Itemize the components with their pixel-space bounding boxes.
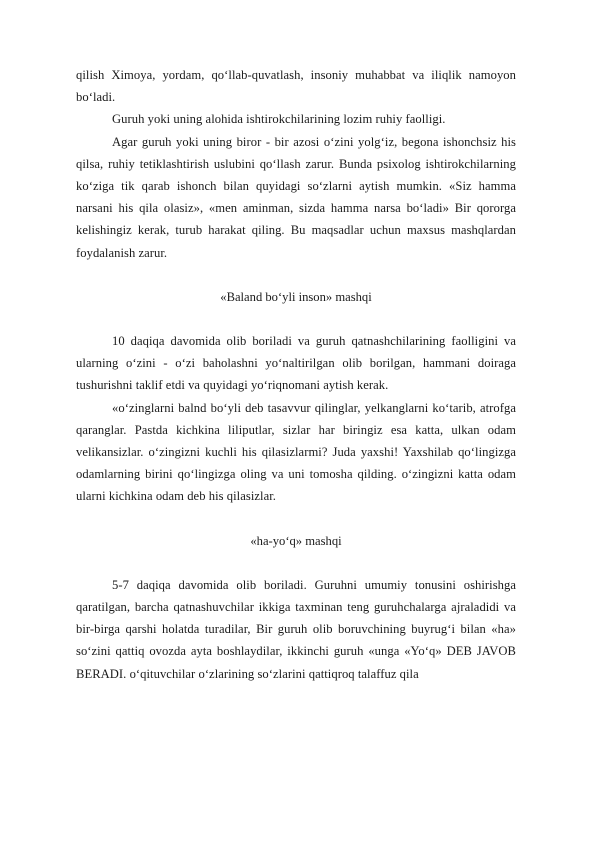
- paragraph-ha-yoq-exercise: 5-7 daqiqa davomida olib boriladi. Guruhni umumiy tonusini oshirishga qaratilgan, barcha qatnashuvchilar ikkiga taxminan teng guruhchalarga ajraladidi va bir-birga qarshi holatda turadilar, Bir guruh olib boruvchining buyrug‘i bilan «ha» so‘zini qattiq ovozda ayta boshlaydilar, ikkinchi guruh «unga «Yo‘q» DEB JAVOB BERADI. o‘qituvchilar o‘zlarining so‘zlarini qattiqroq talaffuz qila: [76, 577, 516, 681]
- document-page: [76, 64, 516, 685]
- paragraph-continuation: qilish Ximoya, yordam, qo‘llab-quvatlash, insoniy muhabbat va iliqlik namoyon bo‘ladi.: [76, 68, 516, 105]
- paragraph-psychological-support: Agar guruh yoki uning biror - bir azosi o‘zini yolg‘iz, begona ishonchsiz his qilsa, ruhiy tetiklashtirish uslubini qo‘llash zarur. Bunda psixolog ishtirokchilarning ko‘ziga tik qarab ishonch bilan quyidagi so‘zlarni aytish mumkin. «Siz hamma narsani his qila olasiz», «men aminman, sizda hamma narsa bo‘ladi» Bir qororga kelishingiz kerak, turub harakat qiling. Bu maqsadlar uchun maxsus mashqlardan foydalanish zarur.: [76, 134, 516, 260]
- spacer: [76, 264, 516, 286]
- section-heading-ha-yoq: «ha-yo‘q» mashqi: [250, 533, 342, 548]
- paragraph-exercise-instruction: «o‘zinglarni balnd bo‘yli deb tasavvur qilinglar, yelkanglarni ko‘tarib, atrofga qaranglar. Pastda kichkina liliputlar, sizlar har biringiz esa katta, ulkan odam velikansizlar. o‘zingizni kuchli his qilasizlarmi? Juda yaxshi! Yaxshilab qo‘lingizga odamlarning birini qo‘lingizga oling va uni tomosha qilding. o‘zingizni katta odam ularni kichkina odam deb his qilasizlar.: [76, 400, 516, 504]
- spacer: [76, 508, 516, 530]
- spacer: [76, 308, 516, 330]
- spacer: [76, 552, 516, 574]
- section-heading-baland-boyli: «Baland bo‘yli inson» mashqi: [220, 289, 372, 304]
- paragraph-exercise-intro: 10 daqiqa davomida olib boriladi va guruh qatnashchilarining faolligini va ularning o‘zini - o‘zi baholashni yo‘naltirilgan olib borilgan, hammani doiraga tushurishni taklif etdi va quyidagi yo‘riqnomani aytish kerak.: [76, 334, 516, 393]
- paragraph-group-activity: Guruh yoki uning alohida ishtirokchilarining lozim ruhiy faolligi.: [112, 112, 446, 127]
